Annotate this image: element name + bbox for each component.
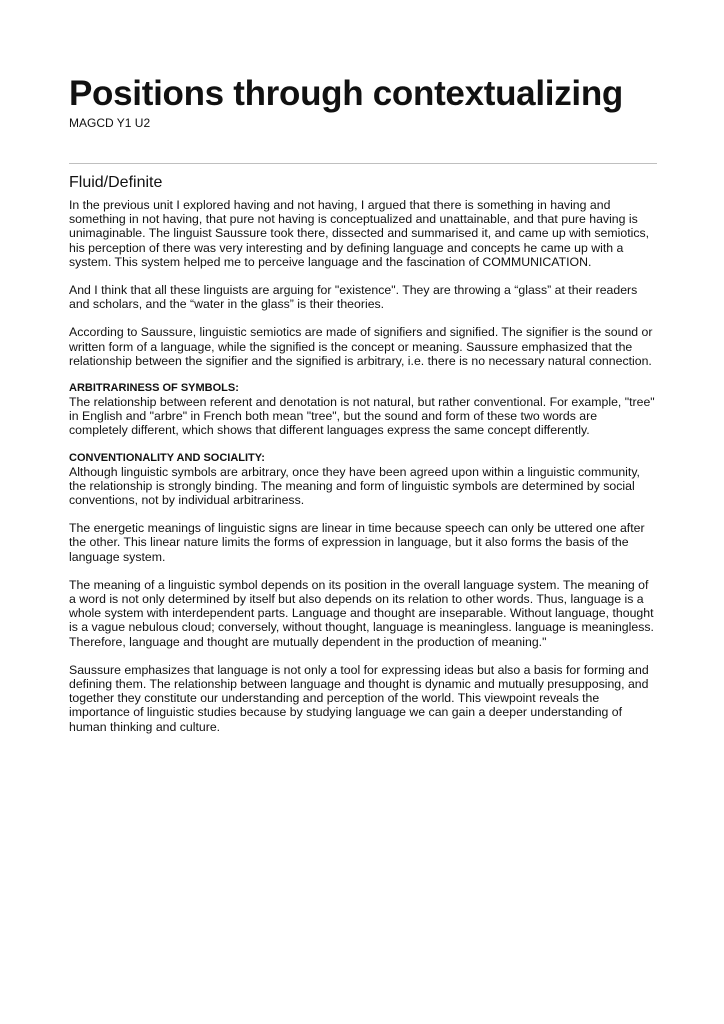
paragraph-language-system: The meaning of a linguistic symbol depends on its position in the overall language system. The meaning of a word is not only determined by itself but also depends on its relation to other words. Thus, language is a whole system with interdependent parts. Language and thought are inseparable. Without language, thought is a vague nebulous cloud; conversely, without thought, language is meaningless. language is meaningless. Therefore, language and thought are mutually dependent in the production of meaning." <box>69 577 654 649</box>
document-page <box>69 74 657 748</box>
paragraph-existence: And I think that all these linguists are arguing for "existence". They are throwing a “glass” at their readers and scholars, and the “water in the glass” is their theories. <box>69 283 638 312</box>
arbitrariness-heading: ARBITRARINESS OF SYMBOLS: <box>69 382 239 395</box>
section-divider <box>69 163 657 164</box>
paragraph-previous-unit: In the previous unit I explored having and not having, I argued that there is something in having and something in not having, that pure not having is conceptualized and unattainable, and that pure having is unimaginable. The linguist Saussure took there, dissected and summarised it, and came up with semiotics, his perception of there was very interesting and by defining language and concepts he came up with a system. This system helped me to perceive language and the fascination of COMMUNICATION. <box>69 198 650 269</box>
paragraph-signifiers: According to Saussure, linguistic semiotics are made of signifiers and signified. The signifier is the sound or written form of a language, while the signified is the concept or meaning. Saussure emphasized that the relationship between the signifier and the signified is arbitrary, i.e. there is no necessary natural connection. <box>69 325 653 368</box>
arbitrariness-block <box>69 382 657 438</box>
section-heading: Fluid/Definite <box>69 174 163 191</box>
paragraph-linearity: The energetic meanings of linguistic signs are linear in time because speech can only be uttered one after the other. This linear nature limits the forms of expression in language, but it also forms the basis of the language system. <box>69 521 645 564</box>
document-subtitle: MAGCD Y1 U2 <box>69 116 151 130</box>
conventionality-heading: CONVENTIONALITY AND SOCIALITY: <box>69 451 265 464</box>
document-title: Positions through contextualizing <box>69 74 623 113</box>
paragraph-conventionality: Although linguistic symbols are arbitrary, once they have been agreed upon within a linguistic community, the relationship is strongly binding. The meaning and form of linguistic symbols are determined by social conventions, not by individual arbitrariness. <box>69 464 640 508</box>
paragraph-language-thought: Saussure emphasizes that language is not only a tool for expressing ideas but also a basis for forming and defining them. The relationship between language and thought is dynamic and mutually presupposing, and together they constitute our understanding and perception of the world. This viewpoint reveals the importance of linguistic studies because by studying language we can gain a deeper understanding of human thinking and culture. <box>69 662 649 734</box>
paragraph-arbitrariness: The relationship between referent and denotation is not natural, but rather conventional. For example, "tree" in English and "arbre" in French both mean "tree", but the sound and form of these two words are completely different, which shows that different languages express the same concept differently. <box>69 395 655 438</box>
conventionality-block <box>69 452 657 508</box>
